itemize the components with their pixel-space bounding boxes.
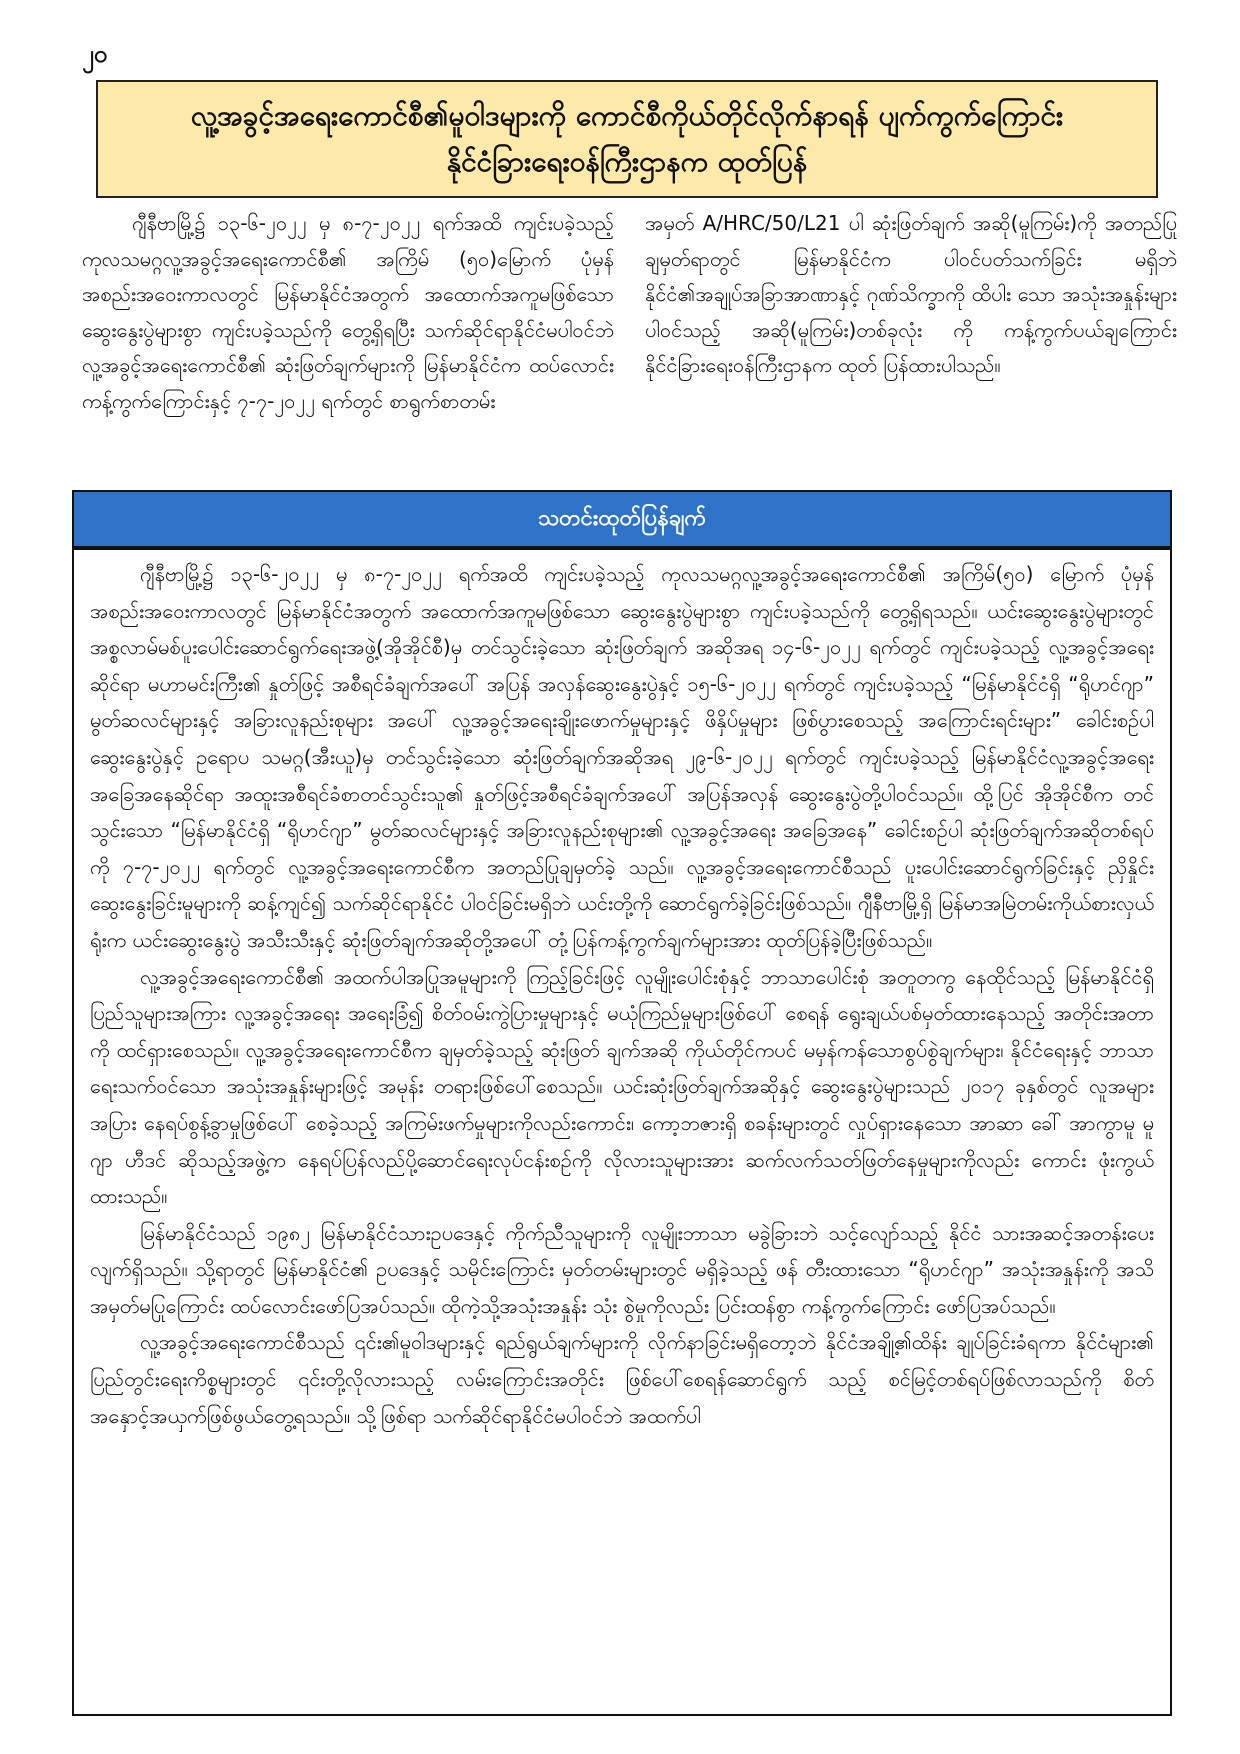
intro-paragraph-left: ဂျီနီဗာမြို့၌ ၁၃-၆-၂၀၂၂ မှ ၈-၇-၂၀၂၂ ရက်အထိ ကျင်းပခဲ့သည့် ကုလသမဂ္ဂလူ့အခွင့်အရေးကောင်စီ၏ အကြိမ် (၅၀)မြောက် ပုံမှန်အစည်းအဝေးကာလတွင် မြန်မာနိုင်ငံအတွက် အထောက်အကူမဖြစ်သော ဆွေးနွေးပွဲများစွာ ကျင်းပခဲ့သည်ကို တွေ့ရှိရပြီး သက်ဆိုင်ရာနိုင်ငံမပါဝင်ဘဲ လူ့အခွင့်အရေးကောင်စီ၏ ဆုံးဖြတ်ချက်များကို မြန်မာနိုင်ငံက ထပ်လောင်း ကန့်ကွက်ကြောင်းနှင့် ၇-၇-၂၀၂၂ ရက်တွင် စာရွက်စာတမ်း (82, 211, 614, 413)
intro-paragraph-right: အမှတ် A/HRC/50/L21 ပါ ဆုံးဖြတ်ချက် အဆို(မူကြမ်း)ကို အတည်ပြုချမှတ်ရာတွင် မြန်မာနိုင်ငံက ပါဝင်ပတ်သက်ခြင်း မရှိဘဲ နိုင်ငံ၏အချုပ်အခြာအာဏာနှင့် ဂုဏ်သိက္ခာကို ထိပါး သော အသုံးအနှုန်းများ ပါဝင်သည့် အဆို(မူကြမ်း)တစ်ခုလုံး ကို ကန့်ကွက်ပယ်ချကြောင်း နိုင်ငံခြားရေးဝန်ကြီးဌာနက ထုတ် ပြန်ထားပါသည်။ (645, 211, 1177, 377)
headline-line-2: နိုင်ငံခြားရေးဝန်ကြီးဌာနက ထုတ်ပြန် (446, 145, 808, 178)
intro-column-left (82, 206, 614, 419)
intro-columns (82, 206, 1177, 419)
press-release-body (72, 548, 1172, 1716)
intro-column-right (645, 206, 1177, 419)
press-release-title: သတင်းထုတ်ပြန်ချက် (72, 490, 1172, 548)
headline-line-1: လူ့အခွင့်အရေးကောင်စီ၏မူဝါဒများကို ကောင်စီကိုယ်တိုင်လိုက်နာရန် ပျက်ကွက်ကြောင်း (190, 99, 1064, 132)
press-release-paragraph: လူ့အခွင့်အရေးကောင်စီ၏ အထက်ပါအပြုအမူများကို ကြည့်ခြင်းဖြင့် လူမျိုးပေါင်းစုံနှင့် ဘာသာပေါင်းစုံ အတူတကွ နေထိုင်သည့် မြန်မာနိုင်ငံရှိ ပြည်သူများအကြား လူ့အခွင့်အရေး အရေးခြံ၍ စိတ်ဝမ်းကွဲပြားမှုများနှင့် မယုံကြည်မှုများဖြစ်ပေါ် စေရန် ရွေးချယ်ပစ်မှတ်ထားနေသည့် အတိုင်းအတာကို ထင်ရှားစေသည်။ လူ့အခွင့်အရေးကောင်စီက ချမှတ်ခဲ့သည့် ဆုံးဖြတ် ချက်အဆို ကိုယ်တိုင်ကပင် မမှန်ကန်သောစွပ်စွဲချက်များ၊ နိုင်ငံရေးနှင့် ဘာသာရေးသက်ဝင်သော အသုံးအနှုန်းများဖြင့် အမုန်း တရားဖြစ်ပေါ်စေသည်။ ယင်းဆုံးဖြတ်ချက်အဆိုနှင့် ဆွေးနွေးပွဲများသည် ၂၀၁၇ ခုနှစ်တွင် လူအများအပြား နေရပ်စွန့်ခွာမှုဖြစ်ပေါ် စေခဲ့သည့် အကြမ်းဖက်မှုများကိုလည်းကောင်း၊ ကော့ဘဇားရှိ စခန်းများတွင် လှုပ်ရှားနေသော အာဆာ ခေါ် အာကွာမူ မူဂျာ ဟီဒင် ဆိုသည့်အဖွဲ့က နေရပ်ပြန်လည်ပို့ဆောင်ရေးလုပ်ငန်းစဉ်ကို လိုလားသူများအား ဆက်လက်သတ်ဖြတ်နေမှုများကိုလည်း ကောင်း ဖုံးကွယ်ထားသည်။ (90, 964, 1154, 1209)
press-release-paragraph: လူ့အခွင့်အရေးကောင်စီသည် ၎င်း၏မူဝါဒများနှင့် ရည်ရွယ်ချက်များကို လိုက်နာခြင်းမရှိတော့ဘဲ နိုင်ငံအချို့၏ထိန်း ချုပ်ခြင်းခံရကာ နိုင်ငံများ၏ ပြည်တွင်းရေးကိစ္စများတွင် ၎င်းတို့လိုလားသည့် လမ်းကြောင်းအတိုင်း ဖြစ်ပေါ်စေရန်ဆောင်ရွက် သည့် စင်မြင့်တစ်ရပ်ဖြစ်လာသည်ကို စိတ်အနှောင့်အယှက်ဖြစ်ဖွယ်တွေ့ရသည်။ သို့ဖြစ်ရာ သက်ဆိုင်ရာနိုင်ငံမပါဝင်ဘဲ အထက်ပါ (90, 1330, 1154, 1428)
press-release-paragraph: မြန်မာနိုင်ငံသည် ၁၉၈၂ မြန်မာနိုင်ငံသားဥပဒေနှင့် ကိုက်ညီသူများကို လူမျိုးဘာသာ မခွဲခြားဘဲ သင့်လျော်သည့် နိုင်ငံ သားအဆင့်အတန်းပေးလျက်ရှိသည်။ သို့ရာတွင် မြန်မာနိုင်ငံ၏ ဥပဒေနှင့် သမိုင်းကြောင်း မှတ်တမ်းများတွင် မရှိခဲ့သည့် ဖန် တီးထားသော “ရိုဟင်ဂျာ” အသုံးအနှုန်းကို အသိအမှတ်မပြုကြောင်း ထပ်လောင်းဖော်ပြအပ်သည်။ ထိုကဲ့သို့အသုံးအနှုန်း သုံး စွဲမှုကိုလည်း ပြင်းထန်စွာ ကန့်ကွက်ကြောင်း ဖော်ပြအပ်သည်။ (90, 1220, 1154, 1318)
press-release-paragraph: ဂျီနီဗာမြို့၌ ၁၃-၆-၂၀၂၂ မှ ၈-၇-၂၀၂၂ ရက်အထိ ကျင်းပခဲ့သည့် ကုလသမဂ္ဂလူ့အခွင့်အရေးကောင်စီ၏ အကြိမ်(၅၀) မြောက် ပုံမှန်အစည်းအဝေးကာလတွင် မြန်မာနိုင်ငံအတွက် အထောက်အကူမဖြစ်သော ဆွေးနွေးပွဲများစွာ ကျင်းပခဲ့သည်ကို တွေ့ရှိရသည်။ ယင်းဆွေးနွေးပွဲများတွင် အစ္စလာမ်မစ်ပူးပေါင်းဆောင်ရွက်ရေးအဖွဲ့(အိုအိုင်စီ)မှ တင်သွင်းခဲ့သော ဆုံးဖြတ်ချက် အဆိုအရ ၁၄-၆-၂၀၂၂ ရက်တွင် ကျင်းပခဲ့သည့် လူ့အခွင့်အရေးဆိုင်ရာ မဟာမင်းကြီး၏ နှုတ်ဖြင့် အစီရင်ခံချက်အပေါ် အပြန် အလှန်ဆွေးနွေးပွဲနှင့် ၁၅-၆-၂၀၂၂ ရက်တွင် ကျင်းပခဲ့သည့် “မြန်မာနိုင်ငံရှိ “ရိုဟင်ဂျာ” မွတ်ဆလင်များနှင့် အခြားလူနည်းစုများ အပေါ် လူ့အခွင့်အရေးချိုးဖောက်မှုများနှင့် ဖိနှိပ်မှုများ ဖြစ်ပွားစေသည့် အကြောင်းရင်းများ” ခေါင်းစဉ်ပါ ဆွေးနွေးပွဲနှင့် ဥရောပ သမဂ္ဂ(အီးယူ)မှ တင်သွင်းခဲ့သော ဆုံးဖြတ်ချက်အဆိုအရ ၂၉-၆-၂၀၂၂ ရက်တွင် ကျင်းပခဲ့သည့် မြန်မာနိုင်ငံလူ့အခွင့်အရေး အခြေအနေဆိုင်ရာ အထူးအစီရင်ခံစာတင်သွင်းသူ၏ နှုတ်ဖြင့်အစီရင်ခံချက်အပေါ် အပြန်အလှန် ဆွေးနွေးပွဲတို့ပါဝင်သည်။ ထို့ပြင် အိုအိုင်စီက တင်သွင်းသော “မြန်မာနိုင်ငံရှိ “ရိုဟင်ဂျာ” မွတ်ဆလင်များနှင့် အခြားလူနည်းစုများ၏ လူ့အခွင့်အရေး အခြေအနေ” ခေါင်းစဉ်ပါ ဆုံးဖြတ်ချက်အဆိုတစ်ရပ်ကို ၇-၇-၂၀၂၂ ရက်တွင် လူ့အခွင့်အရေးကောင်စီက အတည်ပြုချမှတ်ခဲ့ သည်။ လူ့အခွင့်အရေးကောင်စီသည် ပူးပေါင်းဆောင်ရွက်ခြင်းနှင့် ညှိနှိုင်းဆွေးနွေးခြင်းမူများကို ဆန့်ကျင်၍ သက်ဆိုင်ရာနိုင်ငံ ပါဝင်ခြင်းမရှိဘဲ ယင်းတို့ကို ဆောင်ရွက်ခဲ့ခြင်းဖြစ်သည်။ ဂျီနီဗာမြို့ရှိ မြန်မာအမြဲတမ်းကိုယ်စားလှယ်ရုံးက ယင်းဆွေးနွေးပွဲ အသီးသီးနှင့် ဆုံးဖြတ်ချက်အဆိုတို့အပေါ် တုံ့ပြန်ကန့်ကွက်ချက်များအား ထုတ်ပြန်ခဲ့ပြီးဖြစ်သည်။ (90, 562, 1154, 952)
page-number: ၂၀ (82, 40, 108, 68)
headline-box (96, 80, 1158, 198)
